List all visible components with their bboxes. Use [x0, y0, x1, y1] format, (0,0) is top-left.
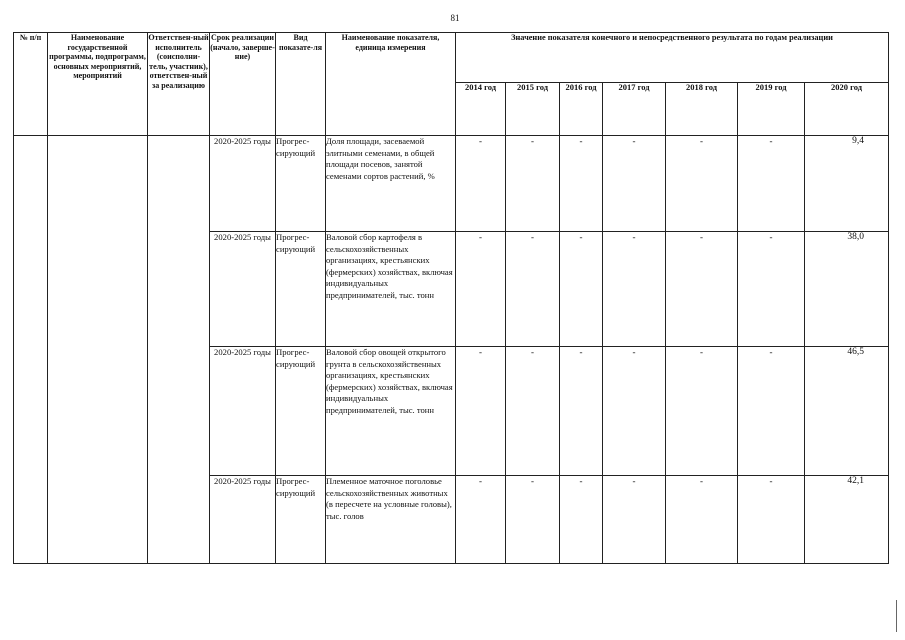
cell-responsible: [148, 136, 210, 564]
cell-indicator: Доля площади, засеваемой элитными семенами, в общей площади посевов, занятой семенами сортов растений, %: [326, 136, 456, 232]
cell-value-2018: -: [666, 232, 738, 347]
cell-term: 2020-2025 годы: [210, 136, 276, 232]
header-num: № п/п: [14, 33, 48, 136]
cell-value-2020: 38,0: [805, 232, 889, 347]
cell-value-2017: -: [603, 347, 666, 476]
cell-value-2019: -: [738, 476, 805, 564]
header-indicator: Наименование показателя, единица измерения: [326, 33, 456, 136]
cell-value-2014: -: [456, 347, 506, 476]
cell-value-2018: -: [666, 476, 738, 564]
cell-indicator: Валовой сбор овощей открытого грунта в сельскохозяйственных организациях, крестьянских (фермерских) хозяйствах, включая индивидуальных предпринимателей, тыс. тонн: [326, 347, 456, 476]
cell-value-2015: -: [506, 347, 560, 476]
header-year-2018: 2018 год: [666, 83, 738, 136]
cell-value-2016: -: [560, 347, 603, 476]
cell-value-2017: -: [603, 476, 666, 564]
header-responsible: Ответствен-ный исполнитель (соисполни-тель, участник), ответствен-ный за реализацию: [148, 33, 210, 136]
cell-value-2017: -: [603, 232, 666, 347]
cell-type: Прогрес-сирующий: [276, 232, 326, 347]
page-number: 81: [450, 13, 460, 23]
cell-value-2016: -: [560, 232, 603, 347]
cell-value-2018: -: [666, 136, 738, 232]
cell-value-2015: -: [506, 136, 560, 232]
cell-term: 2020-2025 годы: [210, 232, 276, 347]
cell-value-2015: -: [506, 476, 560, 564]
cell-value-2014: -: [456, 476, 506, 564]
cell-value-2020: 9,4: [805, 136, 889, 232]
header-values-group: Значение показателя конечного и непосредственного результата по годам реализации: [456, 33, 889, 83]
cell-indicator: Валовой сбор картофеля в сельскохозяйственных организациях, крестьянских (фермерских) хозяйствах, включая индивидуальных предпринимателей, тыс. тонн: [326, 232, 456, 347]
cell-value-2015: -: [506, 232, 560, 347]
cell-value-2019: -: [738, 136, 805, 232]
cell-value-2019: -: [738, 347, 805, 476]
header-year-2014: 2014 год: [456, 83, 506, 136]
header-year-2017: 2017 год: [603, 83, 666, 136]
cell-value-2017: -: [603, 136, 666, 232]
cell-term: 2020-2025 годы: [210, 347, 276, 476]
cell-value-2014: -: [456, 232, 506, 347]
cell-type: Прогрес-сирующий: [276, 136, 326, 232]
table-row: [14, 136, 889, 232]
indicators-table: [13, 32, 889, 564]
cell-value-2020: 42,1: [805, 476, 889, 564]
cell-num: [14, 136, 48, 564]
scan-edge-mark: [896, 600, 897, 632]
cell-value-2018: -: [666, 347, 738, 476]
cell-type: Прогрес-сирующий: [276, 347, 326, 476]
header-year-2015: 2015 год: [506, 83, 560, 136]
cell-term: 2020-2025 годы: [210, 476, 276, 564]
header-type: Вид показате-ля: [276, 33, 326, 136]
cell-value-2019: -: [738, 232, 805, 347]
header-term: Срок реализации (начало, заверше-ние): [210, 33, 276, 136]
cell-value-2020: 46,5: [805, 347, 889, 476]
cell-value-2016: -: [560, 136, 603, 232]
header-year-2019: 2019 год: [738, 83, 805, 136]
cell-program: [48, 136, 148, 564]
header-program: Наименование государственной программы, подпрограмм, основных мероприятий, мероприятий: [48, 33, 148, 136]
cell-value-2016: -: [560, 476, 603, 564]
cell-indicator: Племенное маточное поголовье сельскохозяйственных животных (в пересчете на условные головы), тыс. голов: [326, 476, 456, 564]
cell-type: Прогрес-сирующий: [276, 476, 326, 564]
header-year-2020: 2020 год: [805, 83, 889, 136]
cell-value-2014: -: [456, 136, 506, 232]
header-year-2016: 2016 год: [560, 83, 603, 136]
